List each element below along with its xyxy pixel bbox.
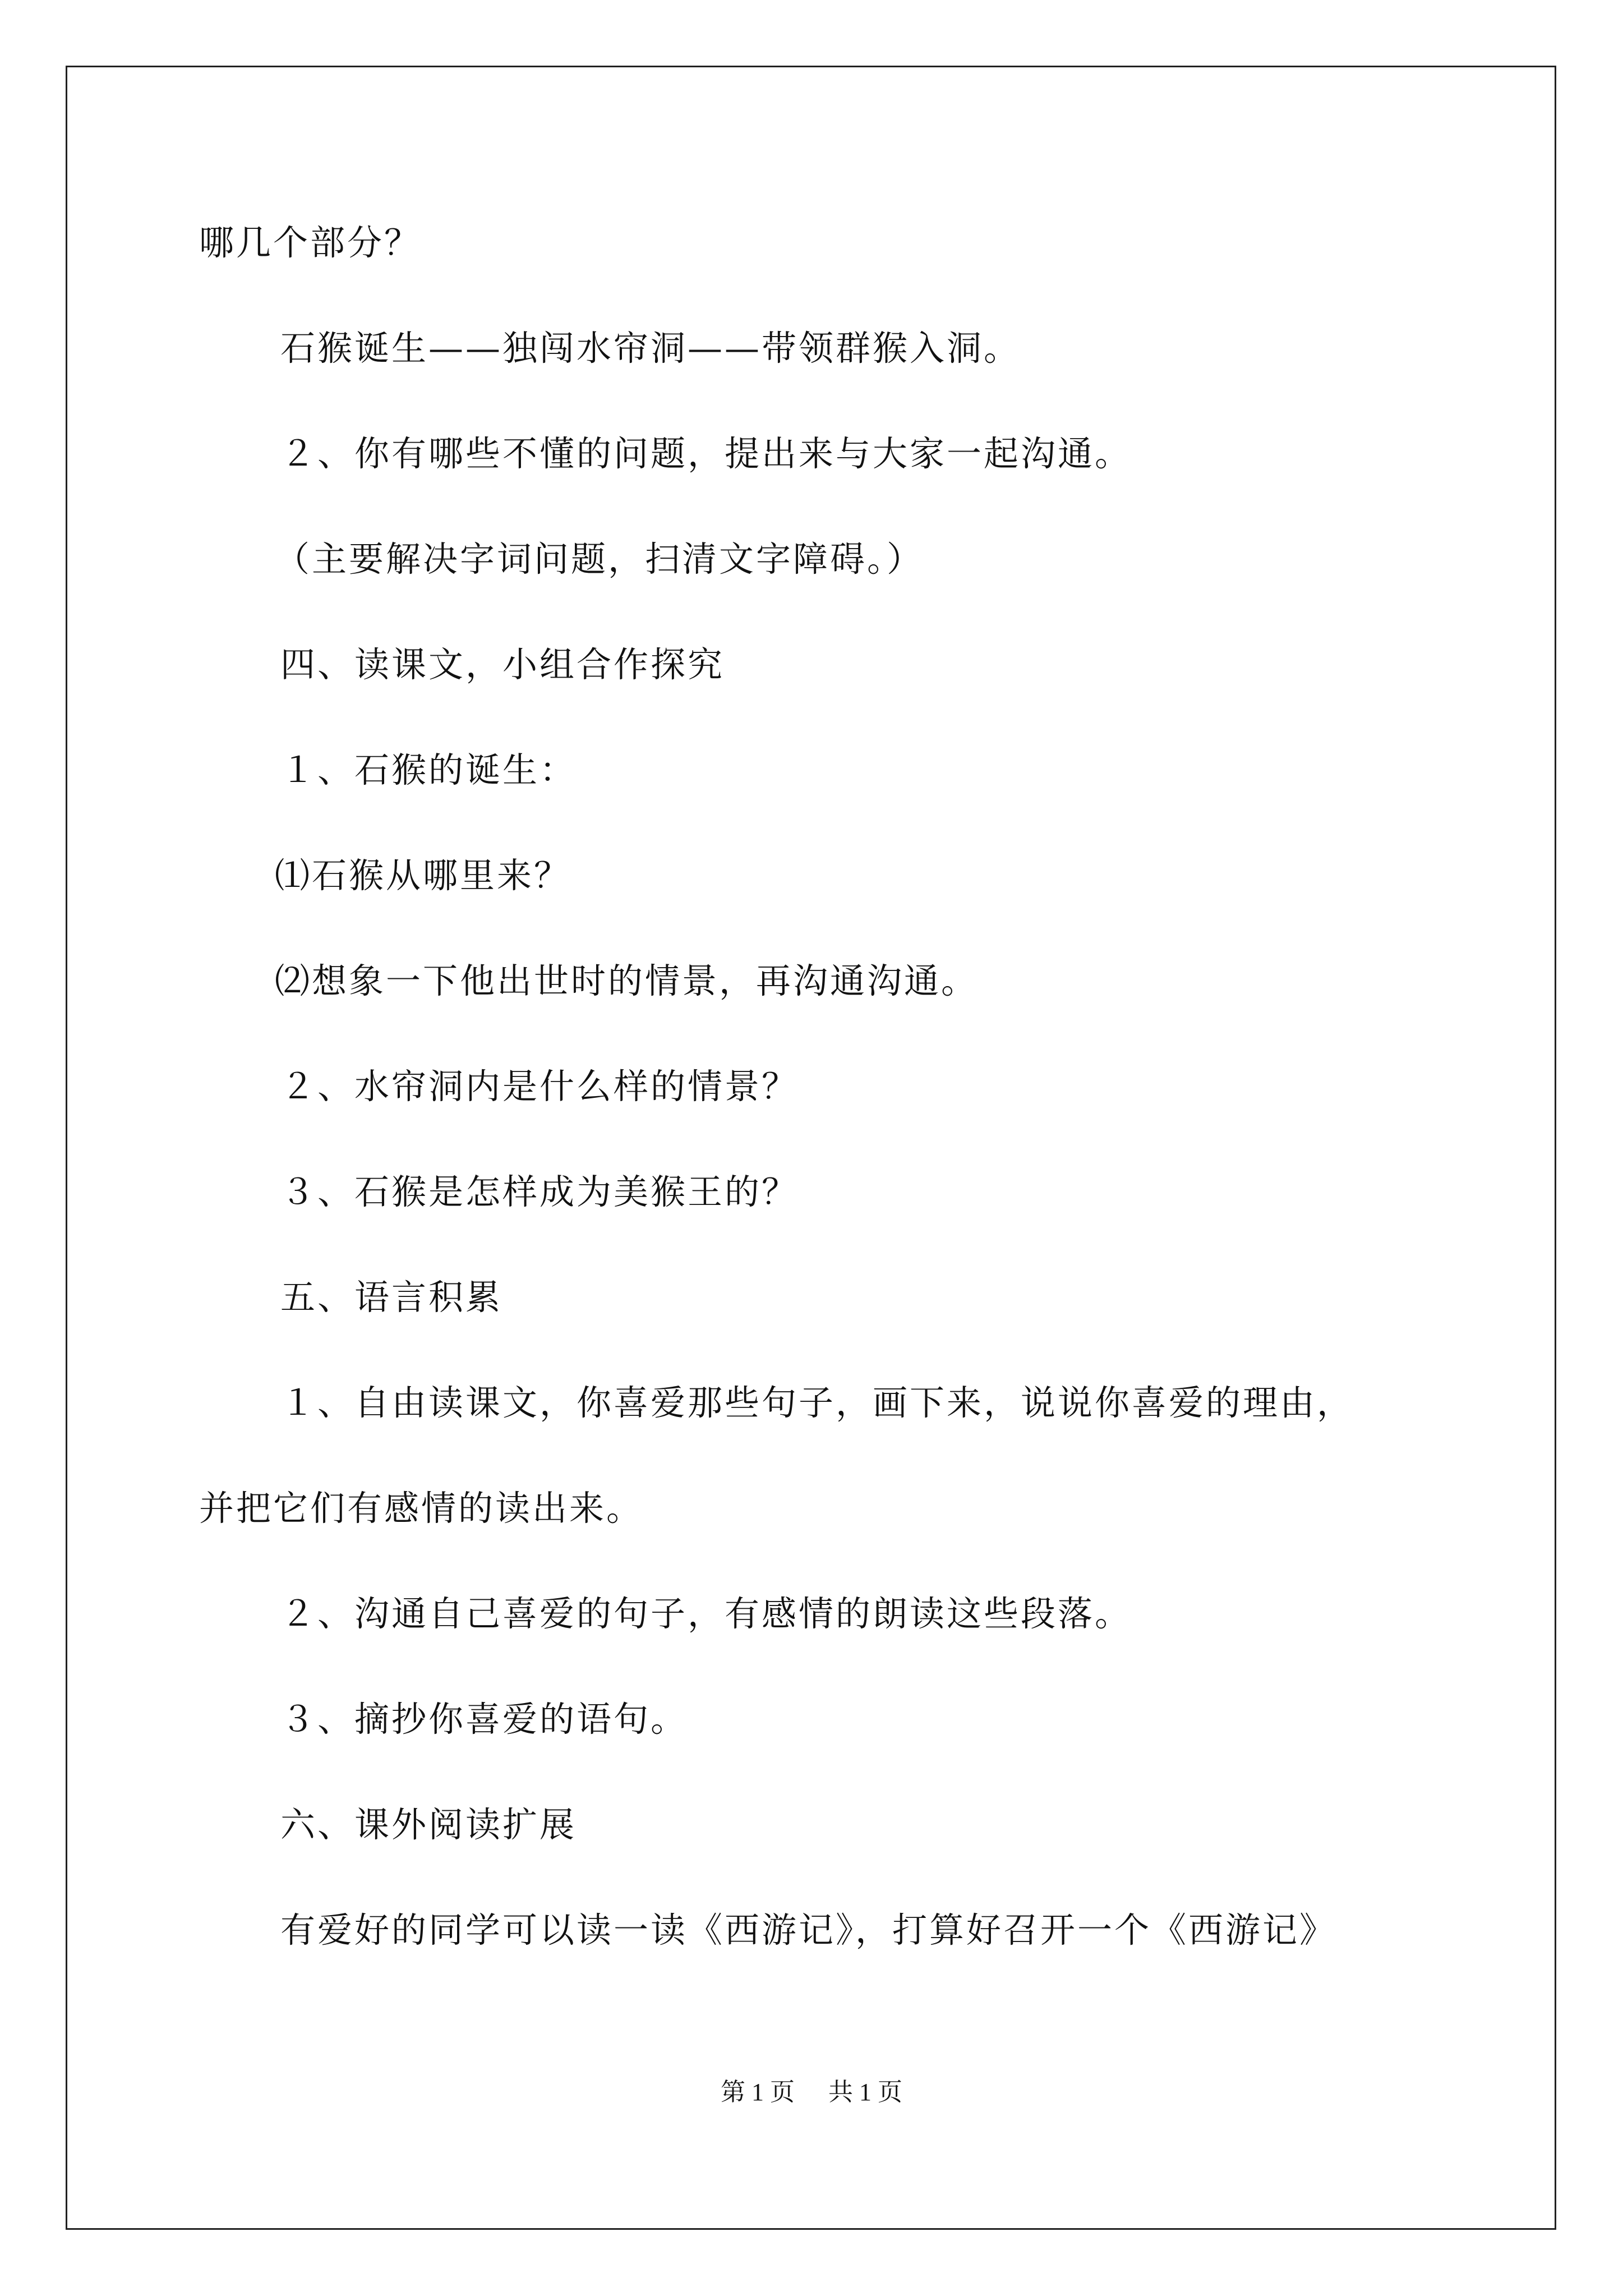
text-line: ⑵想象一下他出世时的情景，再沟通沟通。 (275, 960, 979, 1001)
text-line: ３、石猴是怎样成为美猴王的？ (280, 1171, 799, 1212)
text-line: ２、你有哪些不懂的问题，提出来与大家一起沟通。 (280, 433, 1132, 474)
page-total: 共 1 页 (828, 2078, 902, 2106)
text-line: ３、摘抄你喜爱的语句。 (280, 1699, 688, 1740)
text-line: ⑴石猴从哪里来？ (275, 855, 571, 896)
text-line: ２、水帘洞内是什么样的情景？ (280, 1066, 799, 1107)
text-line: １、石猴的诞生： (280, 749, 577, 790)
section-heading: 六、课外阅读扩展 (280, 1804, 577, 1845)
page-footer (0, 2076, 1623, 2109)
text-line: 有爱好的同学可以读一读《西游记》，打算好召开一个《西游记》 (280, 1910, 1337, 1950)
section-heading: 五、语言积累 (280, 1277, 503, 1318)
page-border (66, 66, 1556, 2230)
text-line: １、自由读课文，你喜爱那些句子，画下来，说说你喜爱的理由， (280, 1382, 1354, 1423)
text-line: 哪几个部分？ (199, 222, 422, 263)
text-line: （主要解决字词问题，扫清文字障碍。） (275, 539, 924, 579)
text-line: 并把它们有感情的读出来。 (199, 1488, 644, 1529)
page-number: 第 1 页 (721, 2078, 795, 2106)
section-heading: 四、读课文，小组合作探究 (280, 644, 725, 685)
text-line: 石猴诞生——独闯水帘洞——带领群猴入洞。 (280, 328, 1021, 369)
text-line: ２、沟通自己喜爱的句子，有感情的朗读这些段落。 (280, 1593, 1132, 1634)
